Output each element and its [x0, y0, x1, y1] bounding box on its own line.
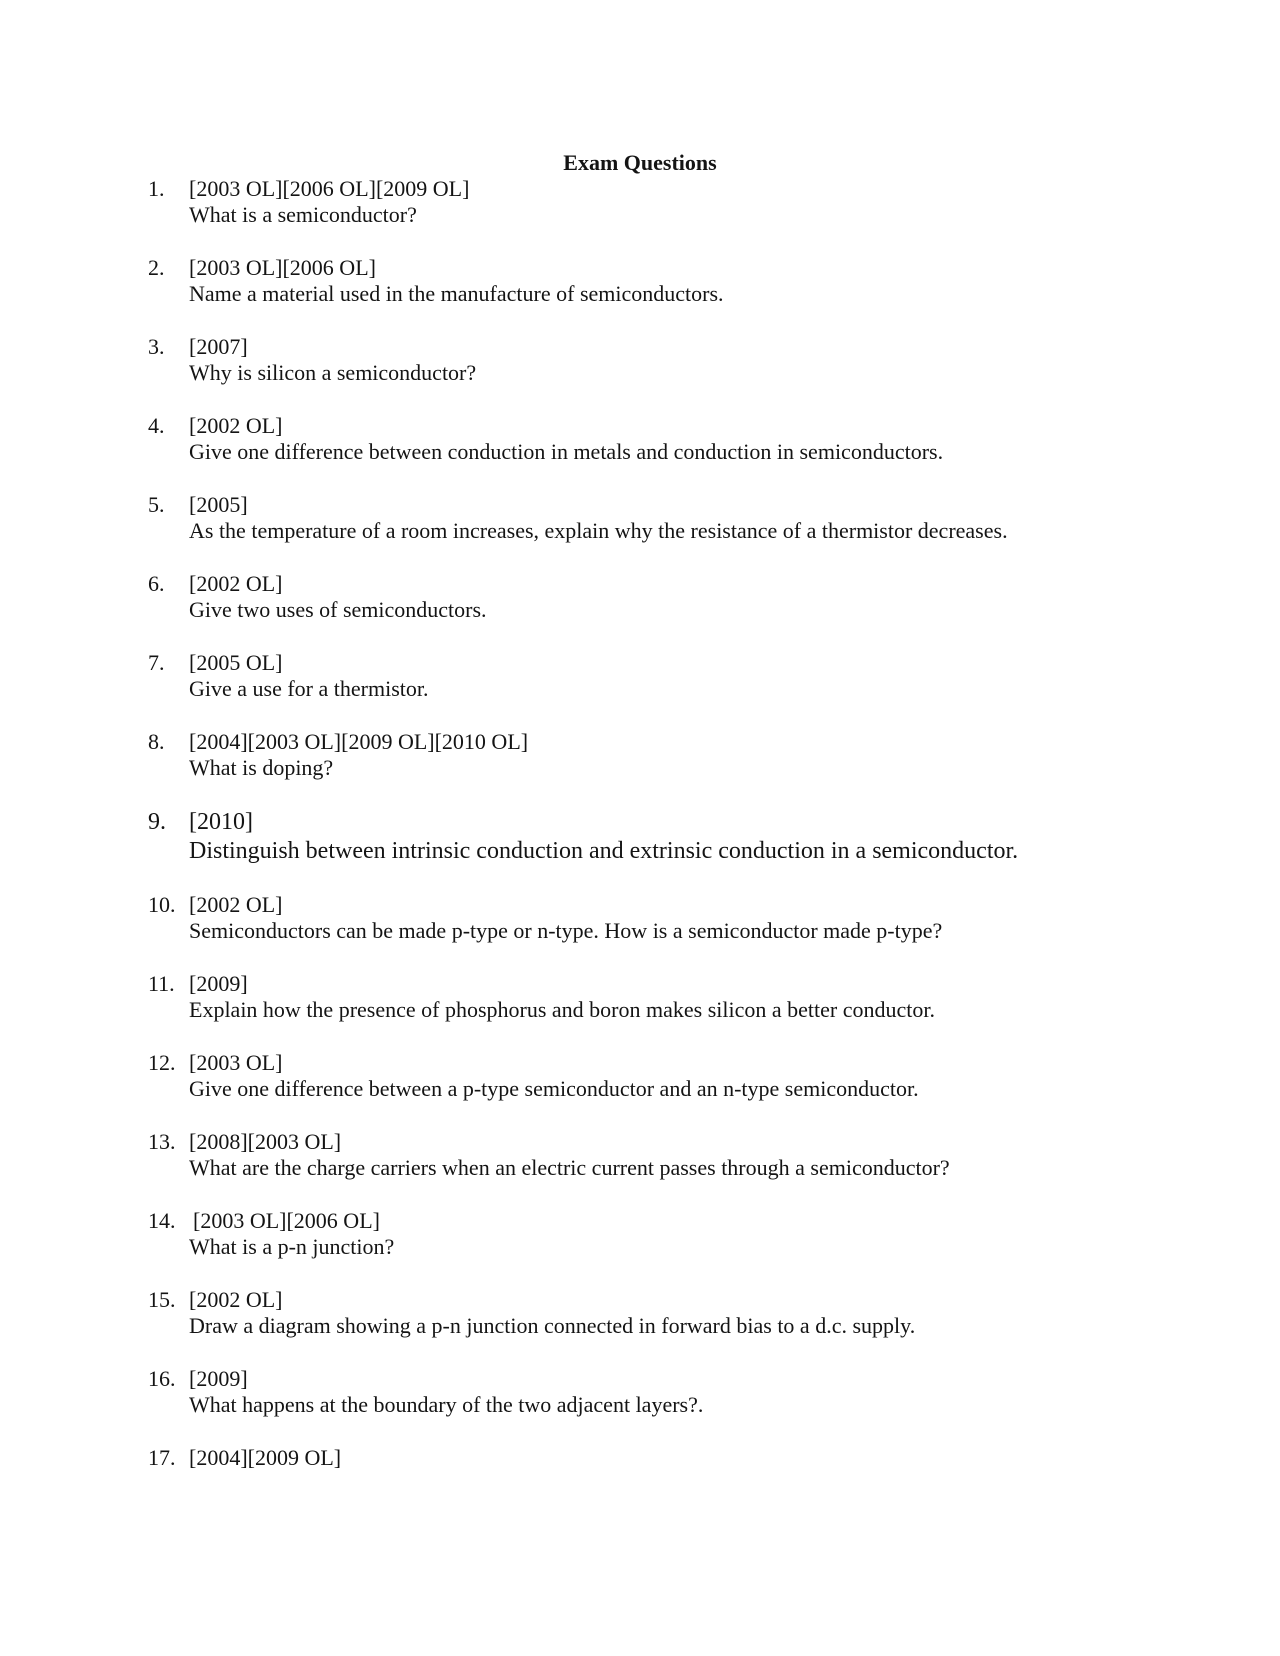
- question-source: [2003 OL][2006 OL]: [193, 1208, 380, 1233]
- question-text: Give a use for a thermistor.: [189, 676, 429, 701]
- question-source: [2004][2009 OL]: [189, 1445, 342, 1470]
- question-text: What are the charge carriers when an electric current passes through a semiconductor?: [189, 1155, 950, 1180]
- question-number: 16.: [148, 1366, 176, 1391]
- question-number: 9.: [148, 809, 166, 835]
- question-text: Semiconductors can be made p-type or n-type. How is a semiconductor made p-type?: [189, 918, 943, 943]
- question-text: As the temperature of a room increases, explain why the resistance of a thermistor decreases.: [189, 518, 1008, 543]
- question-text: Explain how the presence of phosphorus and boron makes silicon a better conductor.: [189, 997, 935, 1022]
- question-number: 11.: [148, 971, 175, 996]
- question-text: Give one difference between a p-type semiconductor and an n-type semiconductor.: [189, 1076, 919, 1101]
- question-number: 17.: [148, 1445, 176, 1470]
- question-text: What happens at the boundary of the two adjacent layers?.: [189, 1392, 704, 1417]
- question-number: 3.: [148, 334, 165, 359]
- question-number: 7.: [148, 650, 165, 675]
- question-text: What is doping?: [189, 755, 334, 780]
- question-source: [2007]: [189, 334, 248, 359]
- question-text: What is a p-n junction?: [189, 1234, 395, 1259]
- question-text: Distinguish between intrinsic conduction and extrinsic conduction in a semiconductor.: [189, 838, 1019, 864]
- question-source: [2004][2003 OL][2009 OL][2010 OL]: [189, 729, 529, 754]
- question-source: [2003 OL]: [189, 1050, 283, 1075]
- page-title: Exam Questions: [563, 150, 717, 175]
- question-text: Give two uses of semiconductors.: [189, 597, 487, 622]
- question-text: Name a material used in the manufacture of semiconductors.: [189, 281, 724, 306]
- question-text: Why is silicon a semiconductor?: [189, 360, 477, 385]
- question-source: [2002 OL]: [189, 571, 283, 596]
- question-source: [2003 OL][2006 OL]: [189, 255, 376, 280]
- question-text: Draw a diagram showing a p-n junction connected in forward bias to a d.c. supply.: [189, 1313, 916, 1338]
- question-source: [2003 OL][2006 OL][2009 OL]: [189, 176, 470, 201]
- question-source: [2002 OL]: [189, 413, 283, 438]
- question-source: [2009]: [189, 1366, 248, 1391]
- question-number: 12.: [148, 1050, 176, 1075]
- question-source: [2002 OL]: [189, 1287, 283, 1312]
- question-source: [2009]: [189, 971, 248, 996]
- question-number: 8.: [148, 729, 165, 754]
- question-number: 13.: [148, 1129, 176, 1154]
- question-number: 1.: [148, 176, 165, 201]
- question-number: 6.: [148, 571, 165, 596]
- question-source: [2005 OL]: [189, 650, 283, 675]
- question-number: 14.: [148, 1208, 176, 1233]
- question-number: 5.: [148, 492, 165, 517]
- question-text: What is a semiconductor?: [189, 202, 417, 227]
- question-text: Give one difference between conduction in metals and conduction in semiconductors.: [189, 439, 944, 464]
- question-number: 15.: [148, 1287, 176, 1312]
- question-source: [2010]: [189, 809, 253, 835]
- question-source: [2005]: [189, 492, 248, 517]
- question-number: 4.: [148, 413, 165, 438]
- question-source: [2008][2003 OL]: [189, 1129, 342, 1154]
- question-number: 2.: [148, 255, 165, 280]
- question-number: 10.: [148, 892, 176, 917]
- question-source: [2002 OL]: [189, 892, 283, 917]
